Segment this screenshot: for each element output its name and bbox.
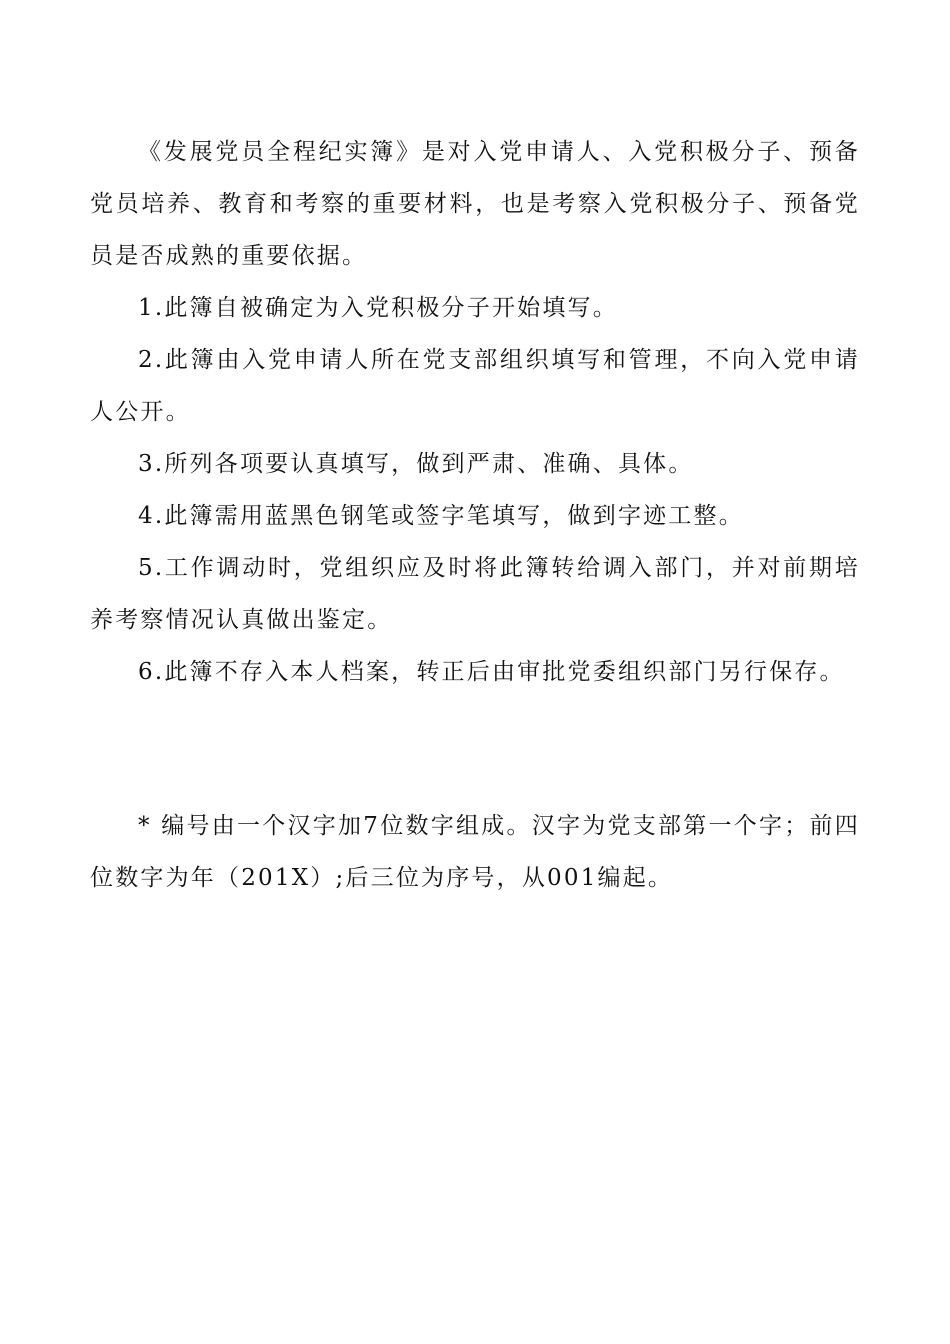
section-spacer	[90, 698, 860, 800]
numbering-note: * 编号由一个汉字加7位数字组成。汉字为党支部第一个字；前四位数字为年（201X）;后三位为序号，从001编起。	[90, 813, 860, 891]
instruction-item-4: 4.此簿需用蓝黑色钢笔或签字笔填写，做到字迹工整。	[138, 503, 744, 529]
document-page	[90, 126, 860, 904]
instruction-item-1: 1.此簿自被确定为入党积极分子开始填写。	[138, 295, 618, 321]
instruction-item-3: 3.所列各项要认真填写，做到严肃、准确、具体。	[138, 451, 694, 477]
instruction-item-5: 5.工作调动时，党组织应及时将此簿转给调入部门，并对前期培养考察情况认真做出鉴定。	[90, 555, 860, 633]
instruction-item-2: 2.此簿由入党申请人所在党支部组织填写和管理，不向入党申请人公开。	[90, 347, 860, 425]
instruction-item-6: 6.此簿不存入本人档案，转正后由审批党委组织部门另行保存。	[138, 659, 845, 685]
intro-paragraph: 《发展党员全程纪实簿》是对入党申请人、入党积极分子、预备党员培养、教育和考察的重要材料，也是考察入党积极分子、预备党员是否成熟的重要依据。	[90, 139, 860, 269]
